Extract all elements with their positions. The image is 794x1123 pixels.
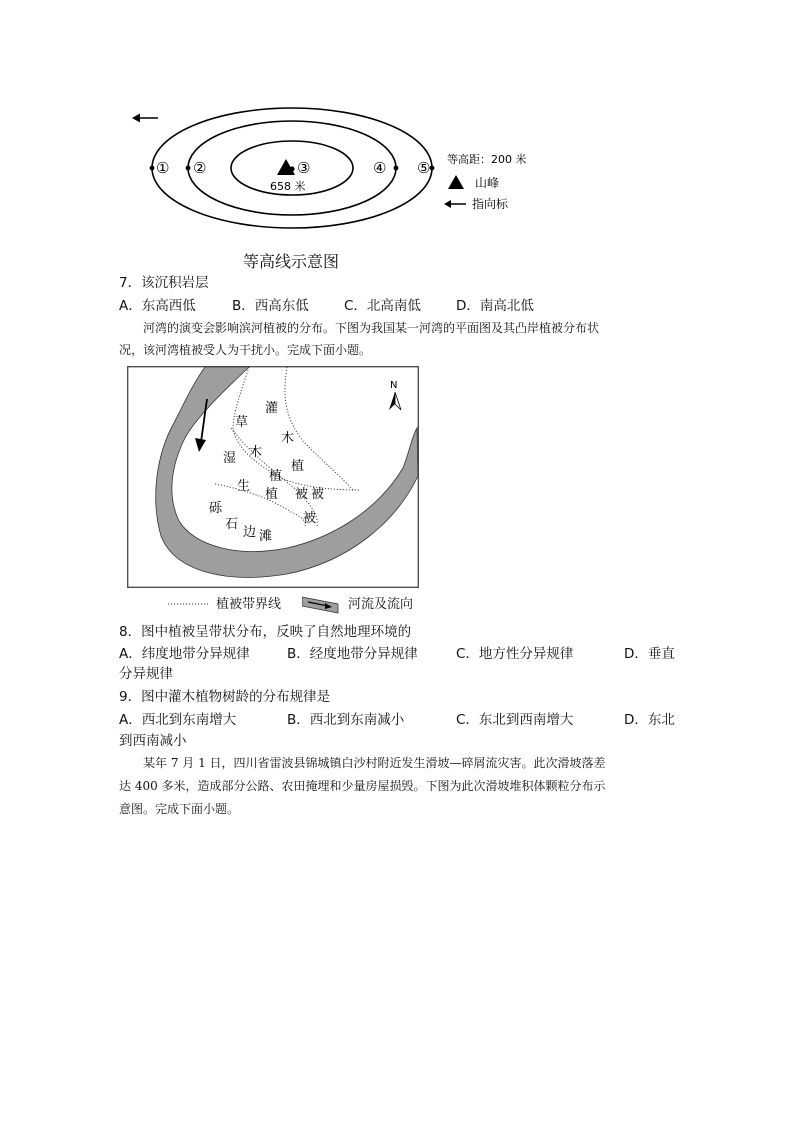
- point-label-5: ⑤: [417, 159, 431, 177]
- passage-1-line-2: 况，该河湾植被受人为干扰小。完成下面小题。: [119, 343, 372, 357]
- q8-option-c: C．地方性分异规律: [456, 646, 574, 662]
- q9-option-b: B．西北到东南减小: [287, 712, 405, 728]
- svg-text:植: 植: [265, 487, 279, 502]
- q8-option-d-wrap: 分异规律: [119, 666, 173, 682]
- legend-river-label: 河流及流向: [348, 597, 414, 612]
- direction-arrow-icon: [132, 114, 158, 123]
- q8-option-a: A．纬度地带分异规律: [119, 646, 250, 662]
- svg-text:植: 植: [291, 459, 305, 474]
- passage-1-line-1: 河湾的演变会影响滨河植被的分布。下图为我国某一河湾的平面图及其凸岸植被分布状: [143, 321, 600, 335]
- svg-text:被: 被: [303, 511, 317, 526]
- river-bend-map: [127, 366, 419, 588]
- q9-option-a: A．西北到东南增大: [119, 712, 237, 728]
- legend-interval: 等高距：200 米: [447, 153, 527, 166]
- svg-text:被: 被: [311, 487, 325, 502]
- passage-2-line-1: 某年 7 月 1 日，四川省雷波县锦城镇白沙村附近发生滑坡—碎屑流灾害。此次滑坡落差: [143, 756, 606, 770]
- q8-option-d: D．垂直: [624, 646, 675, 662]
- svg-text:湿: 湿: [223, 451, 237, 466]
- passage-2-line-3: 意图。完成下面小题。: [119, 802, 240, 816]
- q9-option-c: C．东北到西南增大: [456, 712, 574, 728]
- peak-elevation: 658 米: [270, 180, 306, 193]
- legend-arrow-label: 指向标: [472, 197, 509, 211]
- svg-text:木: 木: [249, 445, 263, 460]
- svg-text:植: 植: [269, 469, 283, 484]
- q7-option-c: C．北高南低: [344, 298, 421, 314]
- q9-option-d-wrap: 到西南减小: [119, 733, 187, 749]
- svg-text:草: 草: [235, 415, 249, 430]
- q7-option-b: B．西高东低: [232, 298, 309, 314]
- point-label-2: ②: [193, 159, 207, 177]
- legend-boundary-label: 植被带界线: [216, 597, 282, 612]
- svg-text:石: 石: [225, 517, 239, 532]
- svg-text:边: 边: [243, 525, 257, 540]
- river-legend-icon: [302, 594, 340, 614]
- svg-text:滩: 滩: [259, 529, 273, 544]
- legend-arrow-icon: [444, 200, 466, 208]
- svg-text:生: 生: [237, 479, 251, 494]
- q7-option-a: A．东高西低: [119, 298, 196, 314]
- point-label-3: ③: [297, 159, 311, 177]
- passage-2-line-2: 达 400 多米，造成部分公路、农田掩埋和少量房屋损毁。下图为此次滑坡堆积体颗粒分布示: [119, 779, 606, 793]
- question-8-stem: 8．图中植被呈带状分布，反映了自然地理环境的: [119, 624, 412, 640]
- figure-caption: 等高线示意图: [243, 252, 340, 271]
- svg-text:被: 被: [295, 487, 309, 502]
- question-9-stem: 9．图中灌木植物树龄的分布规律是: [119, 689, 331, 705]
- q9-option-d: D．东北: [624, 712, 675, 728]
- legend-peak-label: 山峰: [475, 176, 500, 190]
- svg-text:木: 木: [281, 431, 295, 446]
- boundary-line-icon: [168, 602, 208, 606]
- q7-option-d: D．南高北低: [456, 298, 534, 314]
- contour-diagram: [120, 95, 560, 270]
- svg-text:N: N: [390, 380, 398, 391]
- point-label-1: ①: [156, 159, 170, 177]
- question-7-stem: 7．该沉积岩层: [119, 275, 209, 291]
- svg-text:灌: 灌: [265, 401, 279, 416]
- legend-peak-icon: [448, 175, 464, 189]
- q8-option-b: B．经度地带分异规律: [287, 646, 418, 662]
- point-label-4: ④: [373, 159, 387, 177]
- svg-text:砾: 砾: [209, 501, 223, 516]
